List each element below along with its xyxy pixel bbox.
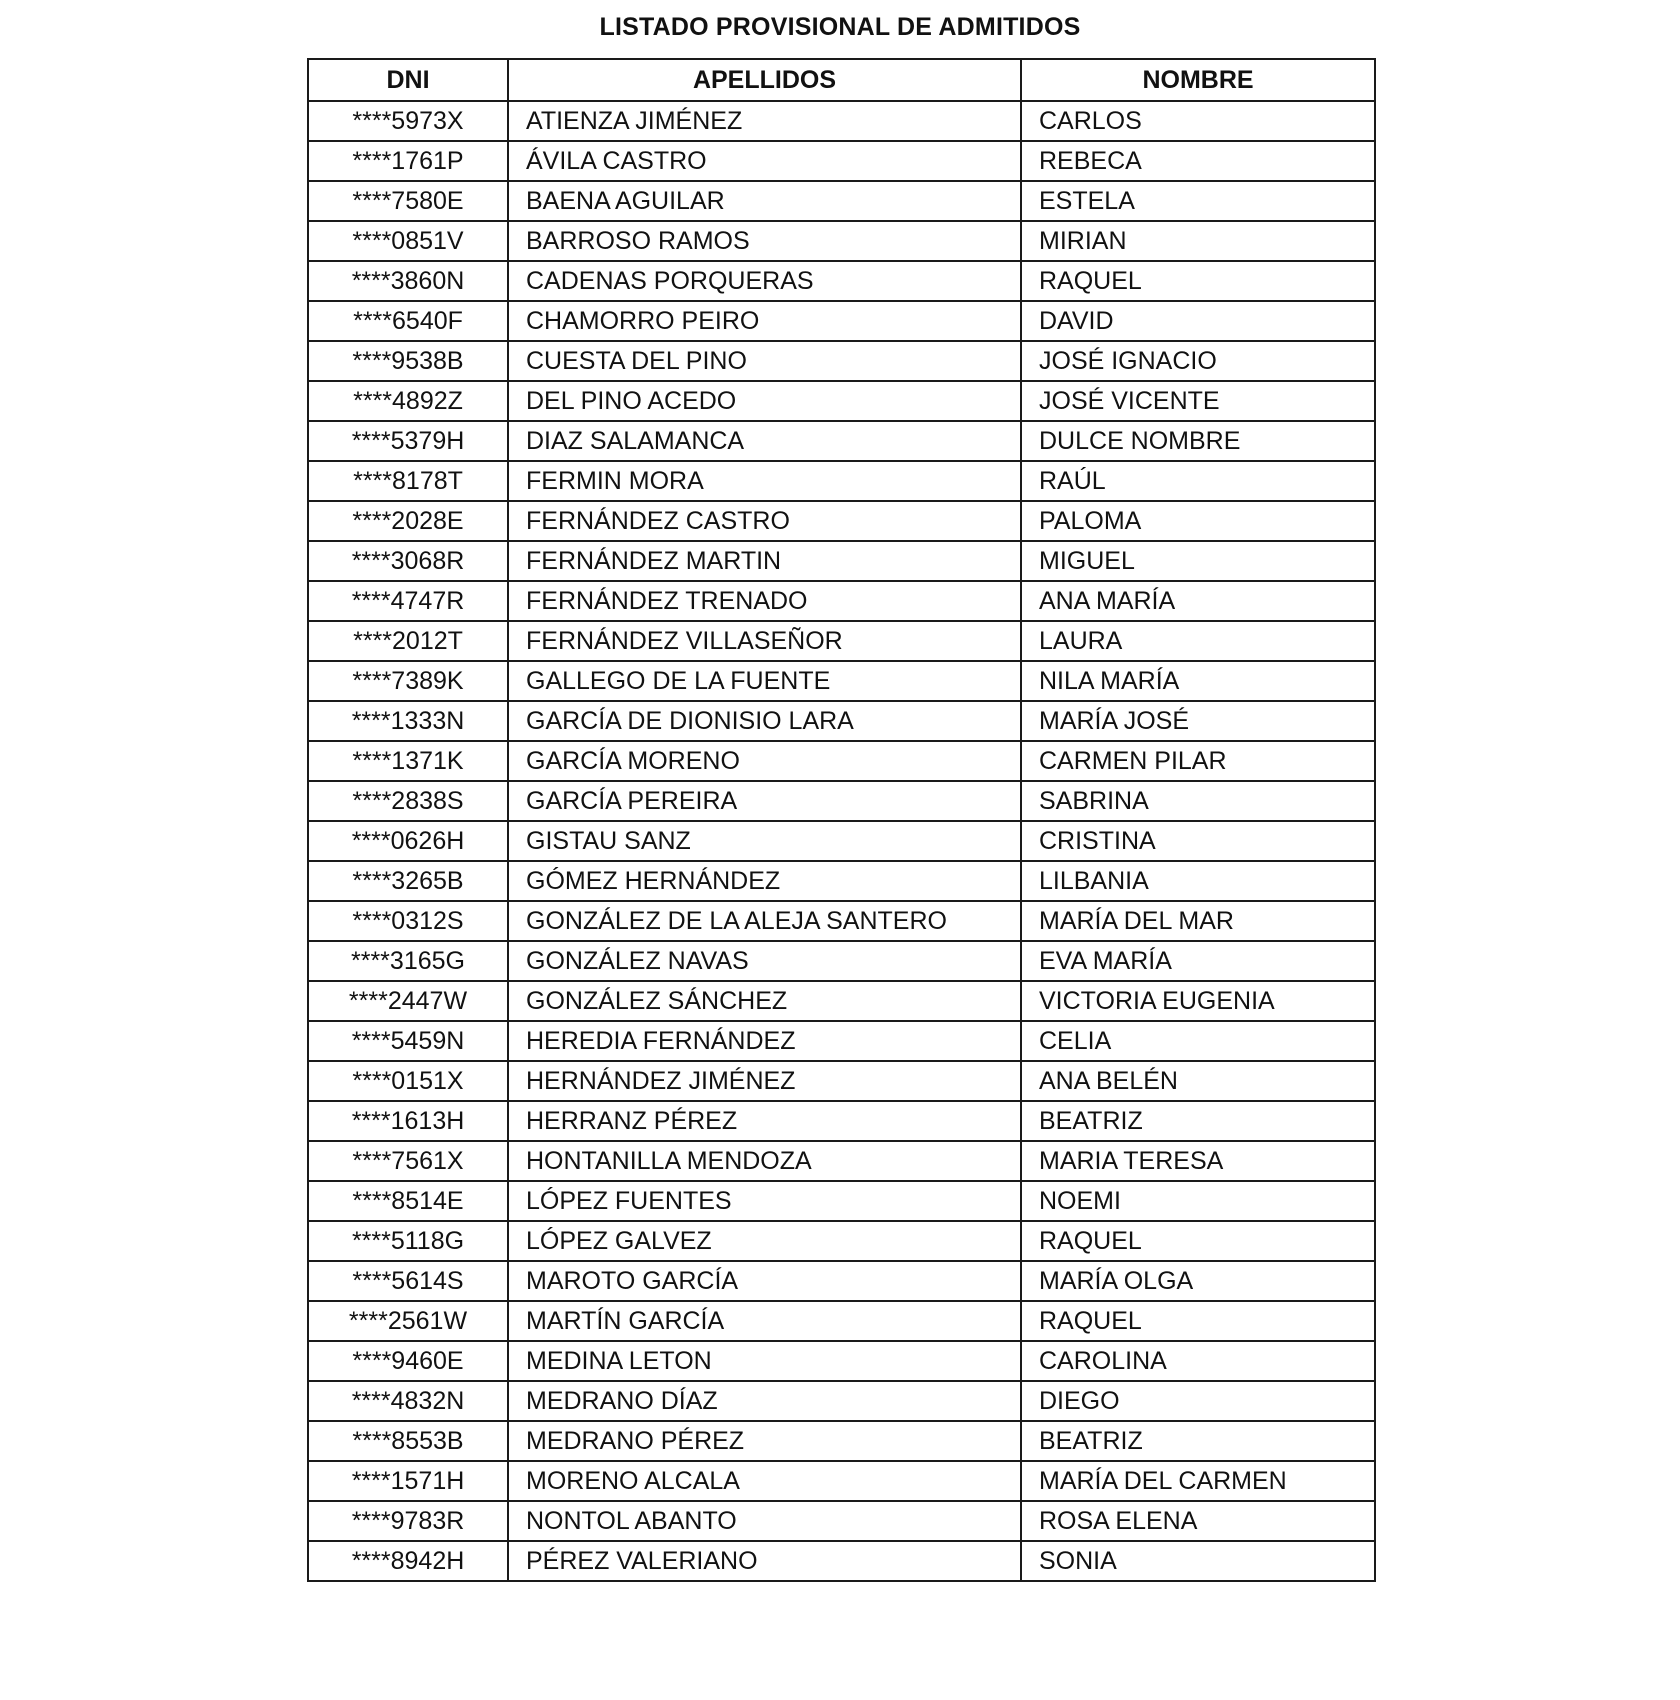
column-header-nombre: NOMBRE: [1021, 59, 1375, 101]
cell-apellidos: GÓMEZ HERNÁNDEZ: [508, 861, 1021, 901]
table-row: [308, 981, 1375, 1021]
admitted-table: [307, 58, 1376, 1582]
cell-dni: ****6540F: [308, 301, 508, 341]
cell-nombre: ROSA ELENA: [1021, 1501, 1375, 1541]
cell-nombre: CARMEN PILAR: [1021, 741, 1375, 781]
cell-apellidos: FERNÁNDEZ TRENADO: [508, 581, 1021, 621]
cell-nombre: BEATRIZ: [1021, 1101, 1375, 1141]
cell-nombre: VICTORIA EUGENIA: [1021, 981, 1375, 1021]
cell-dni: ****8942H: [308, 1541, 508, 1581]
cell-apellidos: GISTAU SANZ: [508, 821, 1021, 861]
column-header-dni: DNI: [308, 59, 508, 101]
cell-apellidos: CADENAS PORQUERAS: [508, 261, 1021, 301]
cell-dni: ****2012T: [308, 621, 508, 661]
cell-nombre: DULCE NOMBRE: [1021, 421, 1375, 461]
cell-dni: ****5459N: [308, 1021, 508, 1061]
table-row: [308, 261, 1375, 301]
cell-apellidos: HERNÁNDEZ JIMÉNEZ: [508, 1061, 1021, 1101]
cell-nombre: MARÍA JOSÉ: [1021, 701, 1375, 741]
cell-apellidos: GONZÁLEZ SÁNCHEZ: [508, 981, 1021, 1021]
table-row: [308, 821, 1375, 861]
table-row: [308, 661, 1375, 701]
table-row: [308, 341, 1375, 381]
cell-nombre: JOSÉ VICENTE: [1021, 381, 1375, 421]
cell-apellidos: MARTÍN GARCÍA: [508, 1301, 1021, 1341]
cell-dni: ****7561X: [308, 1141, 508, 1181]
cell-nombre: LILBANIA: [1021, 861, 1375, 901]
cell-dni: ****0151X: [308, 1061, 508, 1101]
table-row: [308, 461, 1375, 501]
cell-apellidos: CHAMORRO PEIRO: [508, 301, 1021, 341]
table-row: [308, 221, 1375, 261]
cell-apellidos: ÁVILA CASTRO: [508, 141, 1021, 181]
cell-nombre: DAVID: [1021, 301, 1375, 341]
table-row: [308, 141, 1375, 181]
table-row: [308, 1421, 1375, 1461]
cell-apellidos: GARCÍA DE DIONISIO LARA: [508, 701, 1021, 741]
table-row: [308, 901, 1375, 941]
cell-nombre: ANA BELÉN: [1021, 1061, 1375, 1101]
cell-nombre: CARLOS: [1021, 101, 1375, 141]
cell-dni: ****2838S: [308, 781, 508, 821]
cell-nombre: MIRIAN: [1021, 221, 1375, 261]
cell-nombre: ANA MARÍA: [1021, 581, 1375, 621]
cell-dni: ****5973X: [308, 101, 508, 141]
cell-apellidos: GARCÍA MORENO: [508, 741, 1021, 781]
cell-dni: ****7580E: [308, 181, 508, 221]
cell-nombre: RAQUEL: [1021, 261, 1375, 301]
cell-nombre: NILA MARÍA: [1021, 661, 1375, 701]
cell-apellidos: FERNÁNDEZ VILLASEÑOR: [508, 621, 1021, 661]
cell-nombre: RAÚL: [1021, 461, 1375, 501]
cell-nombre: PALOMA: [1021, 501, 1375, 541]
cell-dni: ****1371K: [308, 741, 508, 781]
table-row: [308, 621, 1375, 661]
table-row: [308, 101, 1375, 141]
cell-apellidos: NONTOL ABANTO: [508, 1501, 1021, 1541]
cell-dni: ****5379H: [308, 421, 508, 461]
table-row: [308, 1061, 1375, 1101]
cell-nombre: ESTELA: [1021, 181, 1375, 221]
table-row: [308, 1501, 1375, 1541]
table-header-row: [308, 59, 1375, 101]
cell-dni: ****0312S: [308, 901, 508, 941]
cell-apellidos: HERRANZ PÉREZ: [508, 1101, 1021, 1141]
cell-apellidos: MEDRANO DÍAZ: [508, 1381, 1021, 1421]
table-row: [308, 1381, 1375, 1421]
table-row: [308, 741, 1375, 781]
cell-nombre: BEATRIZ: [1021, 1421, 1375, 1461]
cell-apellidos: MEDINA LETON: [508, 1341, 1021, 1381]
cell-apellidos: HONTANILLA MENDOZA: [508, 1141, 1021, 1181]
cell-nombre: MARÍA OLGA: [1021, 1261, 1375, 1301]
cell-nombre: RAQUEL: [1021, 1301, 1375, 1341]
table-row: [308, 181, 1375, 221]
table-row: [308, 781, 1375, 821]
cell-dni: ****9783R: [308, 1501, 508, 1541]
cell-dni: ****1333N: [308, 701, 508, 741]
cell-dni: ****4832N: [308, 1381, 508, 1421]
cell-dni: ****2561W: [308, 1301, 508, 1341]
cell-apellidos: GARCÍA PEREIRA: [508, 781, 1021, 821]
cell-dni: ****4892Z: [308, 381, 508, 421]
cell-nombre: LAURA: [1021, 621, 1375, 661]
cell-apellidos: DIAZ SALAMANCA: [508, 421, 1021, 461]
page-title: LISTADO PROVISIONAL DE ADMITIDOS: [599, 13, 1081, 41]
cell-nombre: MARIA TERESA: [1021, 1141, 1375, 1181]
cell-dni: ****3265B: [308, 861, 508, 901]
table-row: [308, 421, 1375, 461]
cell-nombre: JOSÉ IGNACIO: [1021, 341, 1375, 381]
table-row: [308, 1261, 1375, 1301]
cell-apellidos: HEREDIA FERNÁNDEZ: [508, 1021, 1021, 1061]
cell-apellidos: GONZÁLEZ NAVAS: [508, 941, 1021, 981]
table-row: [308, 381, 1375, 421]
cell-nombre: MARÍA DEL MAR: [1021, 901, 1375, 941]
table-row: [308, 941, 1375, 981]
cell-apellidos: ATIENZA JIMÉNEZ: [508, 101, 1021, 141]
cell-apellidos: MEDRANO PÉREZ: [508, 1421, 1021, 1461]
cell-dni: ****8514E: [308, 1181, 508, 1221]
cell-dni: ****5614S: [308, 1261, 508, 1301]
cell-apellidos: CUESTA DEL PINO: [508, 341, 1021, 381]
cell-nombre: RAQUEL: [1021, 1221, 1375, 1261]
table-row: [308, 861, 1375, 901]
cell-apellidos: GONZÁLEZ DE LA ALEJA SANTERO: [508, 901, 1021, 941]
cell-apellidos: FERMIN MORA: [508, 461, 1021, 501]
column-header-apellidos: APELLIDOS: [508, 59, 1021, 101]
cell-dni: ****7389K: [308, 661, 508, 701]
cell-dni: ****9538B: [308, 341, 508, 381]
table-row: [308, 1301, 1375, 1341]
cell-apellidos: PÉREZ VALERIANO: [508, 1541, 1021, 1581]
cell-dni: ****2447W: [308, 981, 508, 1021]
cell-dni: ****0851V: [308, 221, 508, 261]
cell-nombre: REBECA: [1021, 141, 1375, 181]
table-row: [308, 1181, 1375, 1221]
cell-apellidos: BAENA AGUILAR: [508, 181, 1021, 221]
cell-dni: ****3068R: [308, 541, 508, 581]
cell-apellidos: FERNÁNDEZ CASTRO: [508, 501, 1021, 541]
table-row: [308, 1541, 1375, 1581]
table-row: [308, 1461, 1375, 1501]
cell-nombre: MARÍA DEL CARMEN: [1021, 1461, 1375, 1501]
table-row: [308, 301, 1375, 341]
table-body: [308, 101, 1375, 1581]
cell-dni: ****8553B: [308, 1421, 508, 1461]
cell-dni: ****0626H: [308, 821, 508, 861]
table-row: [308, 1341, 1375, 1381]
cell-dni: ****3165G: [308, 941, 508, 981]
table-row: [308, 1101, 1375, 1141]
cell-apellidos: MORENO ALCALA: [508, 1461, 1021, 1501]
table-row: [308, 541, 1375, 581]
cell-nombre: SONIA: [1021, 1541, 1375, 1581]
cell-nombre: EVA MARÍA: [1021, 941, 1375, 981]
cell-nombre: DIEGO: [1021, 1381, 1375, 1421]
cell-dni: ****4747R: [308, 581, 508, 621]
cell-nombre: CELIA: [1021, 1021, 1375, 1061]
table-row: [308, 501, 1375, 541]
table-row: [308, 1221, 1375, 1261]
table-row: [308, 1141, 1375, 1181]
cell-nombre: MIGUEL: [1021, 541, 1375, 581]
cell-nombre: NOEMI: [1021, 1181, 1375, 1221]
cell-apellidos: FERNÁNDEZ MARTIN: [508, 541, 1021, 581]
cell-apellidos: BARROSO RAMOS: [508, 221, 1021, 261]
cell-dni: ****1761P: [308, 141, 508, 181]
cell-nombre: CAROLINA: [1021, 1341, 1375, 1381]
cell-apellidos: DEL PINO ACEDO: [508, 381, 1021, 421]
cell-dni: ****8178T: [308, 461, 508, 501]
cell-apellidos: GALLEGO DE LA FUENTE: [508, 661, 1021, 701]
cell-nombre: SABRINA: [1021, 781, 1375, 821]
cell-apellidos: LÓPEZ FUENTES: [508, 1181, 1021, 1221]
cell-dni: ****5118G: [308, 1221, 508, 1261]
cell-dni: ****2028E: [308, 501, 508, 541]
cell-apellidos: LÓPEZ GALVEZ: [508, 1221, 1021, 1261]
table-row: [308, 581, 1375, 621]
cell-dni: ****3860N: [308, 261, 508, 301]
cell-nombre: CRISTINA: [1021, 821, 1375, 861]
table-row: [308, 701, 1375, 741]
cell-dni: ****1613H: [308, 1101, 508, 1141]
cell-dni: ****9460E: [308, 1341, 508, 1381]
cell-apellidos: MAROTO GARCÍA: [508, 1261, 1021, 1301]
table-row: [308, 1021, 1375, 1061]
cell-dni: ****1571H: [308, 1461, 508, 1501]
